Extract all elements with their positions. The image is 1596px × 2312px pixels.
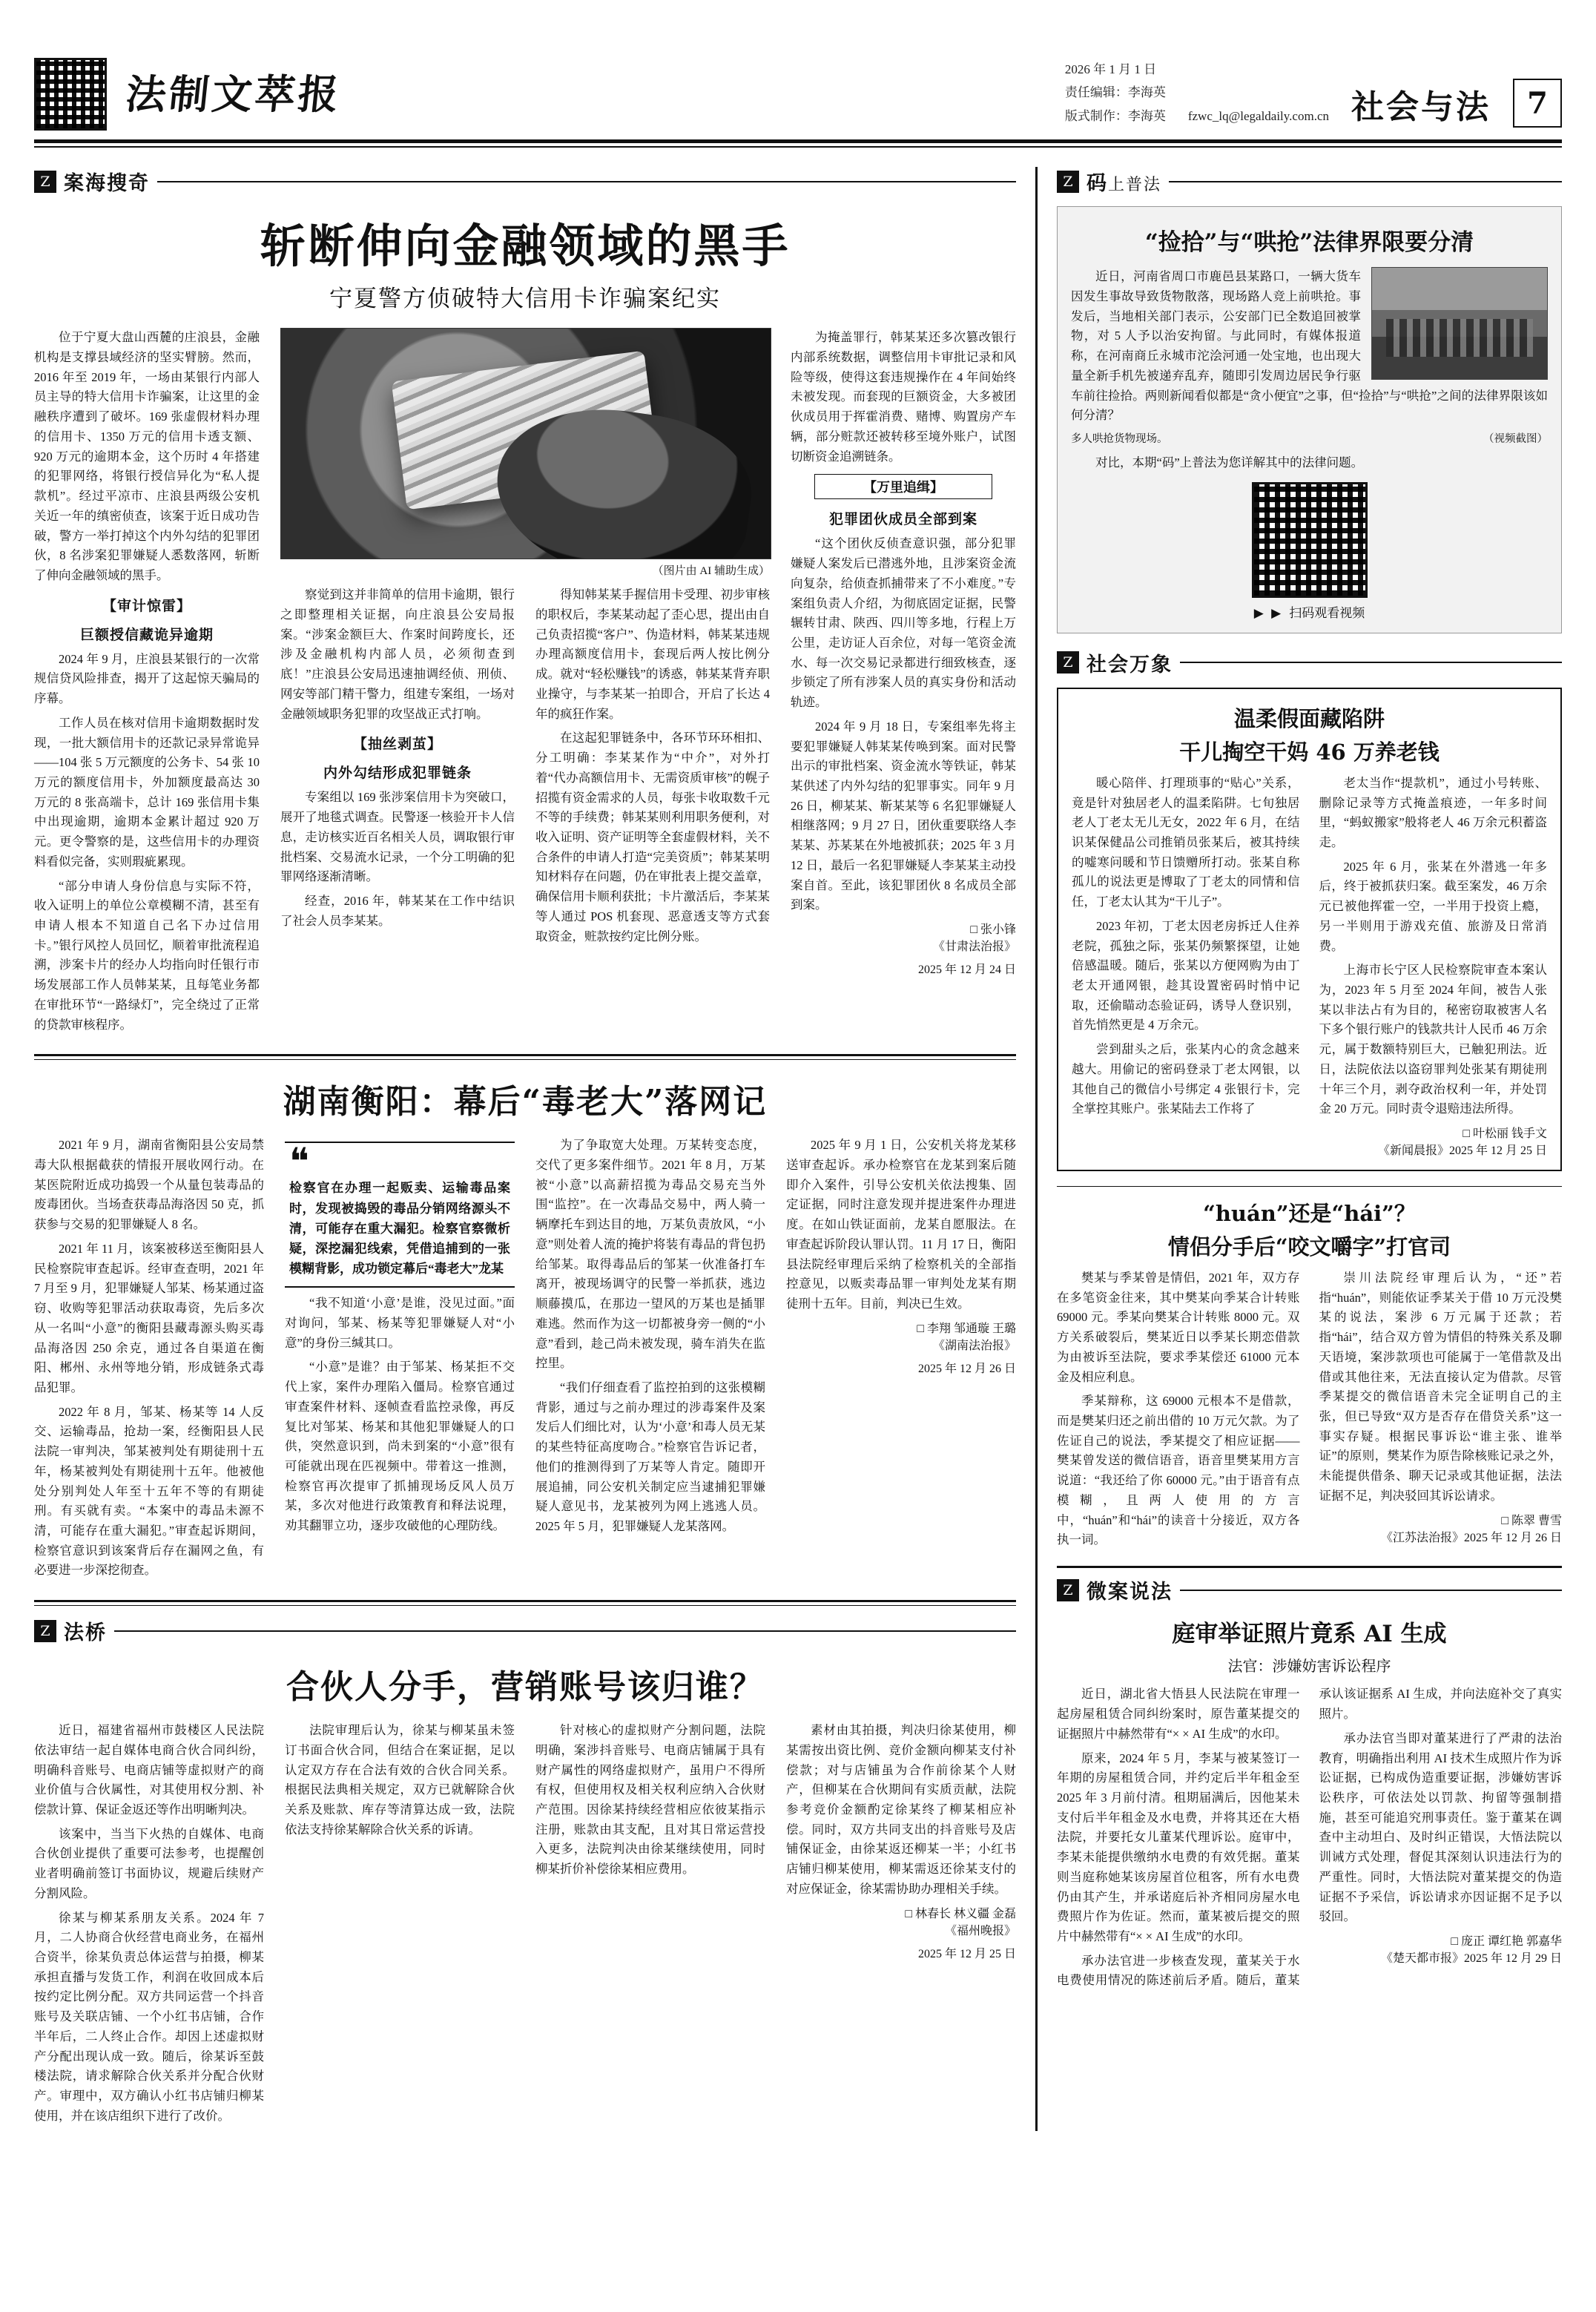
article-para: 2021 年 9 月，湖南省衡阳县公安局禁毒大队根据截获的情报开展收网行动。在某医院附近成功捣毁一个从量包装毒品的废毒团伙。当场查获毒品海洛因 50 克，抓获参与交易的犯罪嫌疑人 8 名。 [34,1138,264,1232]
flag-label: 法桥 [64,1621,107,1644]
article-para: “小意”是谁？由于邹某、杨某拒不交代上家，案件办理陷入僵局。检察官通过审查案件材料、逐帧查看监控录像，再反复比对邹某、杨某和其他犯罪嫌疑人的口供，突然意识到，尚未到案的“小意”很有可能就出现在匹视频中。带着这一推测，检察官再次提审了抓捕现场反风人员万某，多次对他进行政策教育和释法说理，劝其翻罪立功，逐步攻破他的心理防线。 [285,1360,515,1533]
article-para: 近日，福建省福州市鼓楼区人民法院依法审结一起自媒体电商合伙合同纠纷，明确科音账号、电商店铺等虚拟财产的商业价值与合伙属性，对其使用权分割、补偿款计算、保证金返还等作出明晰判决。 [34,1723,264,1817]
module-headline: 庭审举证照片竟系 AI 生成 [1172,1621,1447,1648]
masthead-rule-thin [34,146,1562,148]
photo-caption: （图片由 AI 辅助生成） [652,565,770,578]
article-para: 近日，河南省周口市鹿邑县某路口，一辆大货车因发生事故导致货物散落，现场路人竞上前哄抢。事发后，当地相关部门表示，公安部门已全数追回被掌物，对 5 人予以治安拘留。与此同时，有媒体报道称，在河南商丘永城市沱浍河通一处宝地，也出现大量全新手机先被递弃乱弃，随即引发周边居民争行驱车前往捡拾。两则新闻看似都是“贪小便宜”之事，但“捡拾”与“哄抢”之间的法律界限该如何分清？ [1071,269,1548,423]
left-column [34,167,1035,2130]
subsection-title: 内外勾结形成犯罪链条 [323,765,472,782]
article-para: 尝到甜头之后，张某内心的贪念越来越大。用偷记的密码登录丁老太网银，以其他自己的微信小号绑定 4 张银行卡，完全掌控其账户。张某陆去工作将了 [1072,1042,1300,1116]
section-title: 社会与法 [1351,88,1491,127]
article-para: 工作人员在核对信用卡逾期数据时发现，一批大额信用卡的还款记录异常诡异——104 张 5 万元额度的公务卡、54 张 10 万元的额度信用卡，外加额度最高达 30 万元的 8 张高端卡，总计 169 张信用卡集中出现逾期，逾期本金累计超过 920 万元。更令警察的是，这些信用卡的办理资料看似完备，实则瑕疵累现。 [34,715,260,869]
masthead-qr-code[interactable] [34,58,107,131]
masthead-right [1065,58,1562,131]
section-divider [1057,1566,1562,1568]
article-para: 素材由其拍摄，判决归徐某使用，柳某需按出资比例、竞价金额向柳某支付补偿款；对与店铺虽为合作前徐某个人财产，但柳某在合伙期间有实质贡献，法院参考竞价金额酌定徐某终了柳某相应补偿。同时，双方共同支出的抖音账号及店铺保证金，由徐某返还柳某一半；小红书店铺归柳某使用，柳某需返还徐某支付的对应保证金，徐某需协助办理相关手续。 [786,1723,1016,1896]
masthead [34,0,1562,131]
article-para: 承办法官当即对董某进行了严肃的法治教育，明确指出利用 AI 技术生成照片作为诉讼证据，已构成伪造重要证据，涉嫌妨害诉讼秩序，可依法处以罚款、拘留等强制措施，甚至可能追究刑事责任。鉴于董某在调查中主动坦白、及时纠正错误，大悟法院以训诫方式处理，督促其深刻认识违法行为的严重性。同时，大悟法院对董某提交的伪造证据不予采信，诉讼请求亦因证据不足予以驳回。 [1319,1730,1562,1924]
article-para: 经查，2016 年，韩某某在工作中结识了社会人员李某某。 [280,893,515,928]
article-para: 2025 年 6 月，张某在外潜逃一年多后，终于被抓获归案。截至案发，46 万余元已被他挥霍一空，一半用于投资上瘾，另一半则用于游戏充值、旅游及日常消费。 [1319,859,1547,953]
flag-code [1057,167,1562,196]
article-para: 上海市长宁区人民检察院审查本案认为，2023 年 5 月至 2024 年间，被告人张某以非法占有为目的，秘密窃取被害人名下多个银行账户的钱款共计人民币 46 万余元，属于数额特别巨大，已触犯刑法。近日，法院依法以盗窃罪判处张某有期徒刑十年三个月，剥夺政治权利一年，并处罚金 20 万元。同时责令退赔违法所得。 [1319,963,1547,1116]
source-date: 2025 年 12 月 25 日 [917,1947,1016,1960]
subsection-box: 【万里追缉】 [814,474,992,499]
article-para: 2024 年 9 月，庄浪县某银行的一次常规信贷风险排查，揭开了这起惊天骗局的序幕。 [34,651,260,706]
masthead-left [34,58,344,131]
flag-icon: Z [1057,651,1079,673]
article-para: 专案组以 169 张涉案信用卡为突破口，展开了地毯式调查。民警逐一核验开卡人信息，走访核实近百名相关人员，调取银行审批档案、交易流水记录，一个分工明确的犯罪网络逐渐清晰。 [280,790,515,884]
article-para: 察觉到这并非简单的信用卡逾期，银行之即整理相关证据，向庄浪县公安局报案。“涉案金额巨大、作案时间跨度长，还涉及金融机构内部人员，必须彻查到底！”庄浪县公安局迅速抽调经侦、刑侦、网安等部门精干警力，组建专案组，一场对金融领域职务犯罪的攻坚战正式打响。 [280,587,515,721]
quote-mark-icon: ❝ [289,1140,309,1184]
flag-rule [114,1630,1016,1632]
photo-caption [1071,430,1548,446]
module-headline-line2: 情侣分手后“咬文嚼字”打官司 [1167,1234,1451,1259]
masthead-rule [34,139,1562,143]
flag-rule [157,181,1016,182]
article-para: 承办法官进一步核查发现，董某关于水电费使用情况的陈述前后矛盾。随后，董某承认该证据系 AI 生成，并向法庭补交了真实照片。 [1057,1687,1562,1988]
byline: □ 林春长 林义疆 金磊 [905,1907,1016,1920]
flag-anhai [34,167,1016,196]
article-para: 针对核心的虚拟财产分割问题，法院明确，案涉抖音账号、电商店铺属于具有财产属性的网络虚拟财产，虽用户不得所有权，但使用权及相关权利应纳入合伙财产范围。因徐某持续经营相应依彼某指示注册，账款由其支配，且对其日常运营投入更多，法院判决由徐某继续使用，同时柳某折价补偿徐某相应费用。 [535,1723,765,1877]
page-body [34,167,1562,2130]
play-icon: ▶ ▶ [1253,605,1284,620]
module-headline: “捡拾”与“哄抢”法律界限要分清 [1144,229,1474,257]
article-para: 2023 年初，丁老太因老房拆迁人住养老院，孤独之际，张某仍频繁探望，让她倍感温暖。随后，张某以方便网购为由丁老太开通网银，趁其设置密码时悄中记取，还偷瞄动态验证码，诱导人登识别，首先悄然更是 4 万余元。 [1072,918,1300,1033]
photo-caption-credit: （视频截图） [1483,433,1548,446]
article-para: 季某辩称，这 69000 元根本不是借款，而是樊某归还之前出借的 10 万元欠款。为了佐证自己的说法，季某提交了相应证据——樊某曾发送的微信语音，语音里樊某用方言说道：“我还给了你 60000 元。”由于语音有点模糊，且两人使用的方言中，“huán”和“hái”的读音十分接近，双方各执一词。 [1057,1394,1300,1547]
photo-caption-text: 多人哄抢货物现场。 [1071,433,1168,446]
article-para: 2025 年 9 月 1 日，公安机关将龙某移送审查起诉。承办检察官在龙某到案后随即介入案件，引导公安机关依法搜集、固定证据，同时注意发现并提进案件办理进度。在如山铁证面前，龙某自愿服法。在审查起诉阶段认罪认罚。11 月 17 日，衡阳县法院经审理后采纳了检察机关的全部指控意见，以贩卖毒品罪一审判处龙某有期徒刑十五年。目前，判决已生效。 [786,1138,1016,1311]
article-para: 法院审理后认为，徐某与柳某虽未签订书面合伙合同，但结合在案证据，足以认定双方存在合法有效的合伙合同关系。根据民法典相关规定，双方已就解除合伙关系及账款、库存等清算达成一致，法院依法支持徐某解除合伙关系的诉请。 [285,1723,515,1837]
article-para: “我们仔细查看了监控拍到的这张模糊背影，通过与之前办理过的涉毒案件及案发后人们细比对，认为‘小意’和毒人员无某的某些特征高度吻合。”检察官告诉记者，他们的推测得到了万某等人肯定。随即开展追捕，同公安机关制定应当逮捕犯罪嫌疑人意见书，龙某被列为网上逃逃人员。2025 年 5 月，犯罪嫌疑人龙某落网。 [535,1380,765,1533]
source: 《新闻晨报》2025 年 12 月 25 日 [1377,1145,1547,1157]
page-number: 7 [1513,79,1562,128]
article-para: “部分申请人身份信息与实际不符，收入证明上的单位公章模糊不清，甚至有申请人根本不知道自己名下办过信用卡。”银行风控人员回忆，顺着审批流程追溯，涉案卡片的经办人均指向时任银行市场发展部工作人员韩某某，且每笔业务都在审批环节“一路绿灯”，完全绕过了正常的贷款审核程序。 [34,878,260,1032]
masthead-contact [1188,105,1329,128]
article-para: 崇川法院经审理后认为，“还”若指“huán”，则能依证季某关于借 10 万元没樊某的说法，案涉 6 万元属于还款；若指“hái”，结合双方曾为情侣的特殊关系及聊天语境，案涉款项也可能属于一笔借款及出借或其他往来，无法直接认定为借款。尽管季某提交的微信语音未完全证明自己的主张，但已导致“双方是否存在借贷关系”这一事实存疑。根据民事诉讼“谁主张、谁举证”的原则，樊某作为原告除核账记录之外，未能提供借条、聊天记录或其他证据，法法证据不足，判决驳回其诉讼请求。 [1319,1271,1562,1503]
pull-quote [285,1142,515,1288]
flag-society [1057,648,1562,677]
article-para: 位于宁夏大盘山西麓的庄浪县，金融机构是支撑县域经济的坚实臂膀。然而，2016 年至 2019 年，一场由某银行内部人员主导的特大信用卡诈骗案，让这里的金融秩序遭到了破坏。169 张虚假材料办理的信用卡、1350 万元的信用卡透支额、920 万元的逾期本金，这个历时 4 年搭建的犯罪网络，将银行授信异化为“私人提款机”。经过平凉市、庄浪县两级公安机关近一年的缜密侦查，该案于近日成功告破，警方一举打掉这个内外勾结的犯罪团伙，8 名涉案犯罪嫌疑人悉数落网，斩断了伸向金融领域的黑手。 [34,330,260,582]
article-para: “这个团伙反侦查意识强，部分犯罪嫌疑人案发后已潜逃外地，且涉案资金流向复杂，给侦查抓捕带来了不小难度。”专案组负责人介绍，为彻底固定证据，民警辗转甘肃、陕西、四川等多地，行程上万公里，走访证人百余位，对每一笔资金流水、每一次交易记录都进行细致核查，逐步锁定了所有涉案人员的真实身份和活动轨迹。 [791,536,1016,710]
flag-label: 案海搜奇 [64,172,150,195]
article-para: 为了争取宽大处理。万某转变态度，交代了更多案件细节。2021 年 8 月，万某被“小意”以高薪招揽为毒品交易充当外围“监控”。在一次毒品交易中，两人骑一辆摩托车到达目的地，万某负责放风，“小意”则处着人流的掩护将装有毒品的背包扔给邹某。取得毒品后的邹某一伙准备打车离开，被现场调守的民警一举抓获，逃边顺藤摸瓜，在那边一望风的万某也是插罪难逃。然而作为这一切都被身旁一侧的“小意”看到，趁己尚未被发现，骑车消失在监控里。 [535,1138,765,1371]
article-para: 2022 年 8 月，邹某、杨某等 14 人反交、运输毒品，抢劫一案，经衡阳县人民法院一审判决，邹某被判处有期徒刑十五年，杨某被判处有期徒刑十五年。他被他处分别判处人年至十五年不等的有期徒刑。有买就有卖。“本案中的毒品未源不清，可能存在重大漏犯。”审查起诉期间，检察官意识到该案背后存在漏网之鱼，有必要进一步深挖彻查。 [34,1404,264,1578]
video-qr-code[interactable] [1252,482,1368,598]
scan-text: 扫码观看视频 [1289,605,1365,620]
module-divider [1057,1186,1562,1187]
module-micro-case [1057,1615,1562,1991]
pull-quote-text: 检察官在办理一起贩卖、运输毒品案时，发现被捣毁的毒品分销网络源头不清，可能存在重大漏犯。检察官察微析疑，深挖漏犯线索，凭借追捕到的一张模糊背影，成功锁定幕后“毒老大”龙某 [289,1181,510,1277]
flag-icon: Z [34,1620,56,1642]
article-para: 徐某与柳某系朋友关系。2024 年 7 月，二人协商合伙经营电商业务，在福州合资半，徐某负责总体运营与拍摄，柳某承担直播与发货工作，利润在收回成本后按约定比例分配。双方共同运营一个抖音账号及关联店铺、一个小红书店铺，合作半年后，二人终止合作。却因上述虚拟财产分配出现认成一致。随后，徐某诉至鼓楼法院，请求解除合伙关系并分配合伙财产。审理中，双方确认小红书店铺归柳某使用，并在该店组织下进行了改价。 [34,1910,264,2123]
flag-label: 微案说法 [1086,1581,1173,1604]
flag-icon: Z [1057,171,1079,193]
byline: □ 叶松丽 钱手文 [1463,1127,1547,1140]
article-para: 暖心陪伴、打理琐事的“贴心”关系，竟是针对独居老人的温柔陷阱。七旬独居老人丁老太无儿无女，2022 年 6 月，在结识某保健品公司推销员张某后，被其持续的嘘寒问暖和节日馈赠所打动。张某自称孤儿的说法更是博取了丁老太的同情和信任，丁老太认其为“干儿子”。 [1072,775,1300,909]
section-divider [34,1054,1016,1060]
article-para: 在这起犯罪链条中，各环节环环相扣、分工明确：李某某作为“中介”，对外打着“代办高额信用卡、无需资质审核”的幌子招揽有资金需求的人员，每张卡收取数千元不等的手续费；韩某某则利用职务便利，对收入证明、资产证明等全套虚假材料，关不合条件的申请人打造“完美资质”；韩某某明知材料存在问题，仍在审批表上提交盖章，确保信用卡顺利获批；卡片激活后，李某某等人通过 POS 机套现、恶意透支等方式套取资金，赃款按约定比例分账。 [535,731,770,943]
byline: □ 庞正 谭红艳 郭嘉华 [1451,1934,1562,1948]
article-para: “我不知道‘小意’是谁，没见过面。”面对询问，邹某、杨某等犯罪嫌疑人对“小意”的身份三缄其口。 [285,1296,515,1350]
article-photo [280,328,771,559]
flag-rule [1180,1590,1562,1591]
section-divider [34,1600,1016,1606]
article-para: 2024 年 9 月 18 日，专案组率先将主要犯罪嫌疑人韩某某传唤到案。面对民警出示的审批档案、资金流水等铁证，韩某某供述了内外勾结的犯罪事实。同年 9 月 26 日，柳某某、靳某某等 6 名犯罪嫌疑人相继落网；9 月 27 日，团伙重要联络人李某某、苏某某在外地被抓获；2025 年 3 月 12 日，最后一名犯罪嫌疑人李某某主动投案自首。至此，该犯罪团伙 8 名成员全部到案。 [791,719,1016,912]
module-headline-line1: “huán”还是“hái”？ [1203,1201,1416,1226]
source-date: 2025 年 12 月 24 日 [917,964,1016,976]
flag-label-tail: 上普法 [1108,175,1162,194]
module-code-pufa [1057,206,1562,633]
source: 《楚天都市报》2025 年 12 月 29 日 [1380,1952,1562,1965]
flag-icon: Z [34,171,56,193]
article-para: 原来，2024 年 5 月，李某与被某签订一年期的房屋租赁合同，并约定后半年租金至 2025 年 3 月前付清。租期届满后，因他某未支付后半年租金及水电费，并将其还在大梧法院，并要托女儿董某代理诉讼。庭审中，李某未能提供缴纳水电费的有效凭据。董某则当庭称她某该房屋首位租客，所有水电费仍由其产生，并承诺庭后补齐相同房屋水电费照片作为佐证。然而，董某被后提交的照片中赫然带有“× × AI 生成”的水印。 [1057,1751,1300,1943]
source: 《江苏法治报》2025 年 12 月 26 日 [1380,1531,1562,1544]
byline: □ 李翔 邹通璇 王璐 [917,1322,1016,1335]
article-para: 近日，湖北省大悟县人民法院在审理一起房屋租赁合同纠纷案时，原告董某提交的证据照片中赫然带有“× × AI 生成”的水印。 [1057,1687,1300,1741]
article-para: 得知韩某某手握信用卡受理、初步审核的职权后，李某某动起了歪心思，提出由自己负责招揽“客户”、伪造材料，韩某某违规办理高额度信用卡，套现后两人按比例分成。就对“轻松赚钱”的诱惑，韩某某背弃职业操守，与李某某一拍即合，开启了长达 4 年的疯狂作案。 [535,587,770,721]
article-para: 2021 年 11 月，该案被移送至衡阳县人民检察院审查起诉。经审查查明，2021 年 7 月至 9 月，犯罪嫌疑人邹某、杨某通过盗窃、收购等犯罪活动获取毒资，先后多次从一名叫“小意”的衡阳县藏毒源头购买毒品海洛因 250 余克，通过各自渠道在衡阳、郴州、永州等地分销，形成链条式毒品犯罪。 [34,1241,264,1394]
article-para: 对比，本期“码”上普法为您详解其中的法律问题。 [1095,455,1364,470]
source: 《湖南法治报》 [932,1339,1016,1352]
layout-line: 版式制作：李海英 [1064,108,1166,123]
byline: □ 张小锋 [970,923,1016,936]
masthead-meta [1065,58,1166,128]
flag-faqiao [34,1616,1016,1645]
article-para: 为掩盖罪行，韩某某还多次篡改银行内部系统数据，调整信用卡审批记录和风险等级，使得这套违规操作在 4 年间始终未被发现。而套现的巨额资金，大多被团伙成员用于挥霍消费、赌博、购置房产车辆，部分赃款还被转移至境外账户，试图切断资金追溯链条。 [791,330,1016,464]
byline: □ 陈翠 曹雪 [1501,1514,1562,1527]
article-para: 樊某与季某曾是情侣，2021 年，双方存在多笔资金往来，其中樊某向季某合计转账 69000 元。季某向樊某合计转账 8000 元。双方关系破裂后，樊某近日以季某长期恋借款为由被诉至法院，要求季某偿还 61000 元本金及相应利息。 [1057,1271,1300,1384]
subsection-title: 犯罪团伙成员全部到案 [828,512,977,528]
subsection-title: 巨额授信藏诡异逾期 [79,627,214,643]
flag-rule [1169,181,1562,182]
scan-instruction[interactable] [1071,602,1548,621]
subsection-label: 【审计惊雷】 [102,598,191,614]
right-column [1038,167,1562,2130]
paper-title: 法制文萃报 [123,70,344,119]
source-date: 2025 年 12 月 26 日 [917,1362,1016,1375]
headline-story3: 合伙人分手，营销账号该归谁？ [286,1668,764,1707]
headline-main: 斩断伸向金融领域的黑手 [260,219,791,274]
flag-label: 社会万象 [1086,653,1173,676]
module-headline-line2: 干儿掏空干妈 46 万养老钱 [1179,739,1440,765]
flag-label-code: 码 [1086,172,1108,195]
article-para: 该案中，当当下火热的自媒体、电商合伙创业提供了重要可法参考，也提醒创业者明确前签订书面协议，规避后续财产分割风险。 [34,1826,264,1900]
source: 《甘肃法治报》 [932,941,1016,953]
flag-label [1086,167,1161,196]
module-society-2 [1057,1197,1562,1552]
module-headline-line1: 温柔假面藏陷阱 [1233,705,1385,731]
contact-email: fzwc_lq@legaldaily.com.cn [1187,108,1329,123]
subsection-label: 【抽丝剥茧】 [352,737,442,753]
source: 《福州晚报》 [944,1924,1016,1937]
subheadline-main: 宁夏警方侦破特大信用卡诈骗案纪实 [329,286,721,312]
module-subheadline: 法官：涉嫌妨害诉讼程序 [1227,1659,1391,1676]
article-para: 老太当作“提款机”，通过小号转账、删除记录等方式掩盖痕迹，一年多时间里，“蚂蚁搬家”般将老人 46 万余元积蓄盗走。 [1319,775,1547,849]
headline-story2: 湖南衡阳：幕后“毒老大”落网记 [283,1083,768,1122]
module-photo [1371,267,1548,380]
flag-micro [1057,1575,1562,1604]
module-society-1 [1057,688,1562,1171]
publish-date: 2026 年 1 月 1 日 [1064,62,1157,76]
editor-line: 责任编辑：李海英 [1064,85,1166,100]
flag-rule [1180,662,1562,663]
flag-icon: Z [1057,1579,1079,1601]
